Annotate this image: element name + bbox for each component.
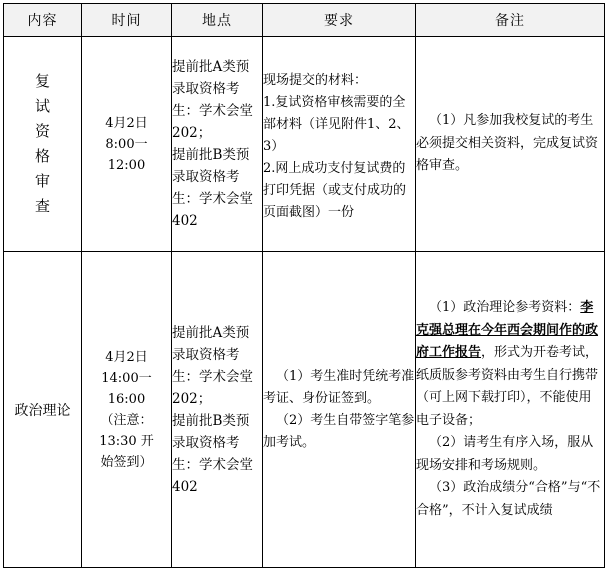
note-item-1 — [416, 297, 604, 432]
time-note-2: 13:30 开 — [99, 433, 154, 449]
header-time: 时间 — [82, 4, 172, 37]
requirement-heading: 现场提交的材料： — [263, 73, 368, 89]
content-label: 政治理论 — [14, 402, 71, 419]
requirement-cell — [263, 252, 416, 568]
requirement-item-2: 2.网上成功支付复试费的打印凭据（或支付成功的页面截图）一份 — [263, 161, 407, 221]
content-label: 复试资格审查 — [35, 72, 51, 216]
note-intro: （1）政治理论参考资料： — [429, 300, 581, 316]
note-rest: ，形式为开卷考试，纸质版参考资料由考生自行携带（可上网下载打印），不能使用电子设备； — [416, 345, 599, 428]
note-cell — [416, 37, 605, 252]
requirement-item-2: （2）考生自带签字笔参加考试。 — [263, 412, 415, 450]
time-end: 16:00 — [107, 391, 146, 407]
time-date: 4月2日 — [105, 115, 148, 131]
header-note: 备注 — [416, 4, 605, 37]
location-cell — [172, 252, 263, 568]
content-cell — [4, 252, 82, 568]
time-note-3: 始签到） — [100, 454, 153, 470]
time-date: 4月2日 — [105, 349, 148, 365]
location-cell — [172, 37, 263, 252]
note-cell — [416, 252, 605, 568]
location-a: 提前批A类预录取资格考生：学术会堂202； — [172, 324, 253, 407]
table-row-politics — [4, 252, 605, 568]
header-requirement: 要求 — [263, 4, 416, 37]
schedule-table — [3, 3, 605, 568]
note-item-3: （3）政治成绩分“合格”与“不合格”，不计入复试成绩 — [416, 480, 601, 518]
location-b: 提前批B类预录取资格考生：学术会堂402 — [172, 147, 253, 230]
header-row — [4, 4, 605, 37]
time-start: 8:00一 — [105, 136, 148, 152]
note-emphasis: 李克强总理在今年西会期间作的政府工作报告 — [416, 300, 599, 361]
requirement-item-1: 1.复试资格审核需要的全部材料（详见附件1、2、3） — [263, 95, 410, 155]
content-cell — [4, 37, 82, 252]
note-item-1: （1）凡参加我校复试的考生必须提交相关资料，完成复试资格审查。 — [416, 113, 599, 174]
time-cell — [82, 252, 172, 568]
requirement-cell — [263, 37, 416, 252]
header-location: 地点 — [172, 4, 263, 37]
table-row-qualification — [4, 37, 605, 252]
time-cell — [82, 37, 172, 252]
time-end: 12:00 — [107, 157, 146, 173]
note-item-2: （2）请考生有序入场，服从现场安排和考场规则。 — [416, 435, 594, 473]
time-start: 14:00一 — [101, 370, 152, 386]
time-note-1: （注意： — [100, 412, 153, 428]
header-content: 内容 — [4, 4, 82, 37]
location-a: 提前批A类预录取资格考生：学术会堂202； — [172, 59, 253, 142]
requirement-item-1: （1）考生准时凭统考准考证、身份证签到。 — [263, 368, 415, 406]
location-b: 提前批B类预录取资格考生：学术会堂402 — [172, 412, 253, 495]
